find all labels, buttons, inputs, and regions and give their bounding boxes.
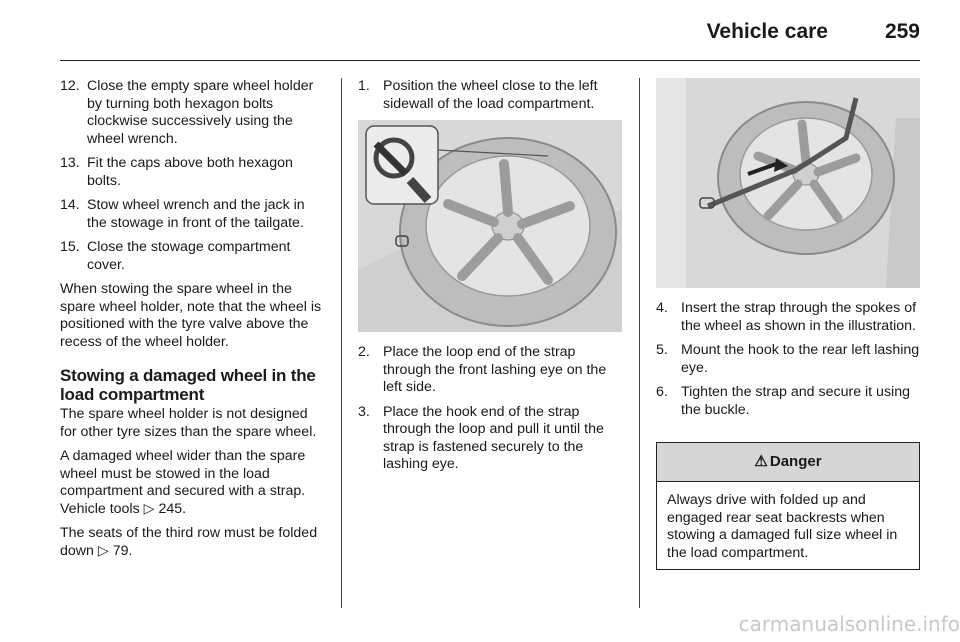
page-ref-link[interactable]: 245. bbox=[158, 500, 187, 517]
chapter-title: Vehicle care bbox=[706, 20, 828, 43]
watermark: carmanualsonline.info bbox=[738, 612, 960, 636]
step-14: 14. Stow wheel wrench and the jack in the stowage in front of the tailgate. bbox=[60, 197, 305, 231]
step-12: 12. Close the empty spare wheel holder by turning both hexagon bolts clockwise successively using the wheel wrench. bbox=[60, 78, 314, 147]
step-6: 6. Tighten the strap and secure it using the buckle. bbox=[656, 384, 910, 418]
paragraph-tyre-valve: When stowing the spare wheel in the spare wheel holder, note that the wheel is positioned with the tyre valve above the recess of the wheel holder. bbox=[60, 281, 322, 350]
illustration-strap-through-spokes bbox=[656, 78, 920, 288]
step-13: 13. Fit the caps above both hexagon bolts. bbox=[60, 155, 293, 189]
danger-text: Always drive with folded up and engaged rear seat backrests when stowing a damaged full size wheel in the load compartment. bbox=[667, 492, 898, 561]
page-ref-arrow-icon: ▷ bbox=[97, 542, 109, 559]
step-2: 2. Place the loop end of the strap through the front lashing eye on the left side. bbox=[358, 344, 607, 395]
page-number: 259 bbox=[884, 20, 920, 43]
step-4: 4. Insert the strap through the spokes of the wheel as shown in the illustration. bbox=[656, 300, 917, 334]
step-5: 5. Mount the hook to the rear left lashing eye. bbox=[656, 342, 920, 376]
illustration-wheel-position bbox=[358, 120, 622, 332]
column-divider-2 bbox=[639, 78, 640, 608]
step-15: 15. Close the stowage compartment cover. bbox=[60, 239, 291, 273]
column-2 bbox=[358, 78, 624, 481]
paragraph-damaged-wheel: A damaged wheel wider than the spare wheel must be stowed in the load compartment and secured with a strap. Vehicle tools ▷ 245. bbox=[60, 448, 306, 517]
danger-header bbox=[657, 443, 919, 482]
danger-box bbox=[656, 442, 920, 570]
danger-title: Danger bbox=[769, 453, 822, 470]
column-1 bbox=[60, 78, 326, 567]
column-divider-1 bbox=[341, 78, 342, 608]
paragraph-holder-limits: The spare wheel holder is not designed for other tyre sizes than the spare wheel. bbox=[60, 406, 317, 440]
paragraph-third-row: The seats of the third row must be folded down ▷ 79. bbox=[60, 525, 318, 559]
warning-triangle-icon: ⚠ bbox=[754, 453, 768, 470]
page-ref-arrow-icon: ▷ bbox=[143, 500, 155, 517]
page-header bbox=[60, 14, 920, 61]
column-3 bbox=[656, 78, 920, 426]
step-3: 3. Place the hook end of the strap through the loop and pull it until the strap is fastened securely to the lashing eye. bbox=[358, 403, 604, 472]
page-ref-link[interactable]: 79. bbox=[112, 542, 133, 559]
section-heading: Stowing a damaged wheel in the load compartment bbox=[60, 366, 316, 404]
step-1: 1. Position the wheel close to the left sidewall of the load compartment. bbox=[358, 78, 598, 112]
